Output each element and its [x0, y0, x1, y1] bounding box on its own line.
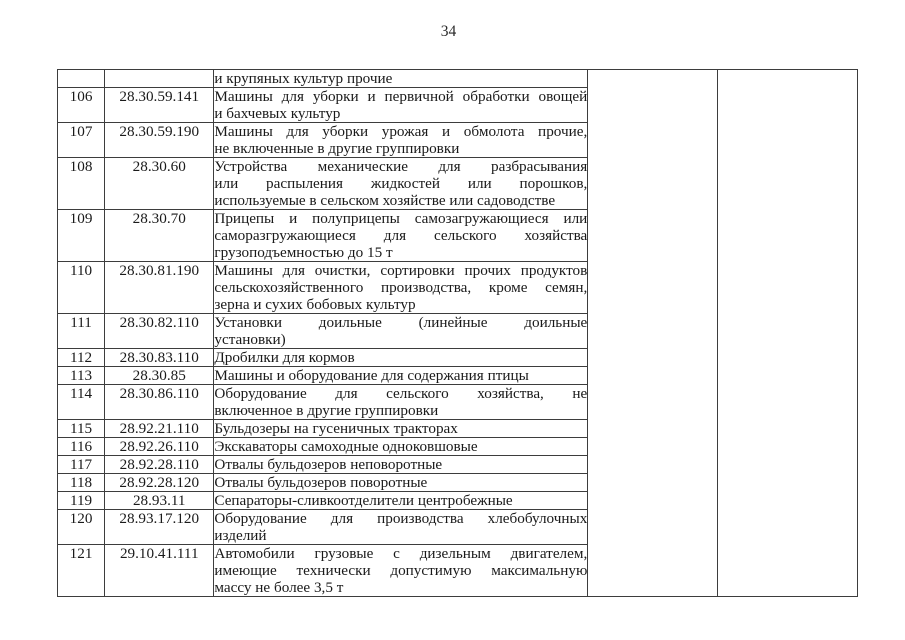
row-number-cell: 118	[58, 474, 105, 492]
description-cell: Оборудование для сельского хозяйства, не включенное в другие группировки	[214, 385, 588, 419]
row-number-cell: 108	[58, 158, 105, 210]
code-cell: 28.30.59.190	[105, 123, 214, 158]
row-number-cell: 119	[58, 492, 105, 510]
description-cell: Оборудование для производства хлебобулочных изделий	[214, 510, 588, 544]
code-cell: 28.30.59.141	[105, 88, 214, 123]
row-number-cell: 106	[58, 88, 105, 123]
row-number-cell: 111	[58, 314, 105, 349]
description-cell: Автомобили грузовые с дизельным двигателем, имеющие технически допустимую максимальную массу не более 3,5 т	[214, 545, 588, 596]
description-cell: Установки доильные (линейные доильные установки)	[214, 314, 588, 348]
description-cell: Машины для очистки, сортировки прочих продуктов сельскохозяйственного производства, кроме семян, зерна и сухих бобовых культур	[214, 262, 588, 313]
description-cell: Прицепы и полуприцепы самозагружающиеся или саморазгружающиеся для сельского хозяйства грузоподъемностью до 15 т	[214, 210, 588, 261]
row-number-cell: 117	[58, 456, 105, 474]
code-cell: 28.30.60	[105, 158, 214, 210]
description-cell: Дробилки для кормов	[214, 349, 588, 367]
description-cell: Машины для уборки и первичной обработки овощей и бахчевых культур	[214, 88, 588, 122]
code-cell: 28.30.82.110	[105, 314, 214, 349]
empty-column-1-cell	[588, 70, 717, 597]
classification-table	[57, 69, 858, 597]
row-number-cell: 116	[58, 438, 105, 456]
code-cell: 28.92.28.120	[105, 474, 214, 492]
row-number-cell: 121	[58, 545, 105, 597]
empty-column-2-cell	[717, 70, 857, 597]
code-cell: 28.93.11	[105, 492, 214, 510]
page-number: 34	[440, 23, 457, 40]
code-cell: 28.92.28.110	[105, 456, 214, 474]
code-cell: 28.92.26.110	[105, 438, 214, 456]
code-cell: 28.30.81.190	[105, 262, 214, 314]
code-cell: 28.30.85	[105, 367, 214, 385]
description-cell: Устройства механические для разбрасывания или распыления жидкостей или порошков, используемые в сельском хозяйстве или садоводстве	[214, 158, 588, 209]
row-number-cell: 115	[58, 420, 105, 438]
code-cell: 28.92.21.110	[105, 420, 214, 438]
row-number-cell: 110	[58, 262, 105, 314]
code-cell	[105, 70, 214, 88]
description-cell: Машины и оборудование для содержания птицы	[214, 367, 588, 385]
table-row	[58, 70, 858, 88]
description-cell: Отвалы бульдозеров неповоротные	[214, 456, 588, 474]
row-number-cell	[58, 70, 105, 88]
description-cell: Сепараторы-сливкоотделители центробежные	[214, 492, 588, 510]
row-number-cell: 109	[58, 210, 105, 262]
code-cell: 28.30.83.110	[105, 349, 214, 367]
row-number-cell: 120	[58, 510, 105, 545]
code-cell: 28.93.17.120	[105, 510, 214, 545]
row-number-cell: 112	[58, 349, 105, 367]
code-cell: 29.10.41.111	[105, 545, 214, 597]
description-cell: Отвалы бульдозеров поворотные	[214, 474, 588, 492]
code-cell: 28.30.70	[105, 210, 214, 262]
row-number-cell: 107	[58, 123, 105, 158]
description-cell: и крупяных культур прочие	[214, 70, 588, 88]
description-cell: Бульдозеры на гусеничных тракторах	[214, 420, 588, 438]
code-cell: 28.30.86.110	[105, 385, 214, 420]
description-cell: Машины для уборки урожая и обмолота прочие, не включенные в другие группировки	[214, 123, 588, 157]
description-cell: Экскаваторы самоходные одноковшовые	[214, 438, 588, 456]
row-number-cell: 114	[58, 385, 105, 420]
row-number-cell: 113	[58, 367, 105, 385]
